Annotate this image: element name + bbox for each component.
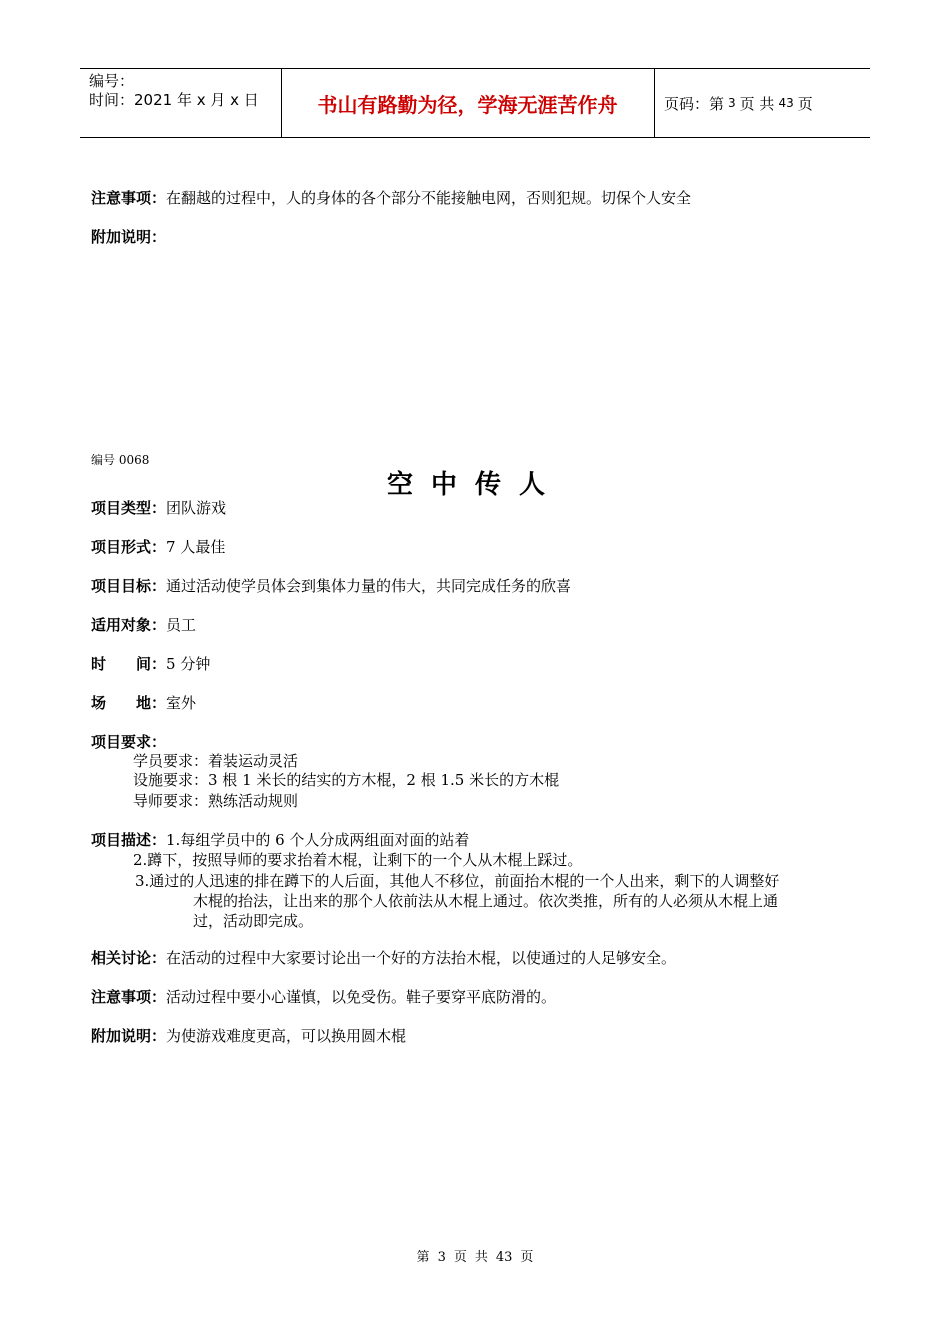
game-type <box>91 497 226 518</box>
game-notice-value: 活动过程中要小心谨慎，以免受伤。鞋子要穿平底防滑的。 <box>166 988 557 1006</box>
time-label: 时间：2021 年 x 月 x 日 <box>89 91 259 109</box>
page-suffix: 页 <box>797 94 813 113</box>
prev-notice-label: 注意事项： <box>91 189 167 207</box>
page-header <box>80 68 870 138</box>
game-type-value: 团队游戏 <box>166 499 227 517</box>
game-type-label: 项目类型： <box>91 499 167 517</box>
game-form-value: 7 人最佳 <box>166 538 226 556</box>
footer-total: 43 <box>495 1250 513 1265</box>
game-place <box>91 692 196 713</box>
game-place-value: 室外 <box>166 694 197 712</box>
game-goal-label: 项目目标： <box>91 577 167 595</box>
footer-word: 页 <box>520 1250 534 1265</box>
header-divider <box>654 69 655 137</box>
header-page-indicator <box>664 69 813 137</box>
page-total: 43 <box>778 96 794 110</box>
game-extra-value: 为使游戏难度更高，可以换用圆木棍 <box>166 1027 407 1045</box>
game-goal-value: 通过活动使学员体会到集体力量的伟大，共同完成任务的欣喜 <box>166 577 572 595</box>
header-motto: 书山有路勤为径，学海无涯苦作舟 <box>317 92 618 117</box>
requirement-item: 学员要求：着装运动灵活 <box>133 752 299 770</box>
page-prefix: 页码：第 <box>664 94 725 113</box>
game-time-label: 时 间： <box>91 655 167 673</box>
page-footer <box>0 1246 950 1265</box>
game-form <box>91 536 225 557</box>
game-code: 编号 0068 <box>91 453 150 467</box>
game-place-label: 场 地： <box>91 694 167 712</box>
game-time-value: 5 分钟 <box>166 655 211 673</box>
desc-step-1: 1.每组学员中的 6 个人分成两组面对面的站着 <box>166 831 470 849</box>
game-notice <box>91 986 556 1007</box>
game-extra <box>91 1025 406 1046</box>
game-req-label: 项目要求： <box>91 733 167 751</box>
game-extra-label: 附加说明： <box>91 1027 167 1045</box>
game-description <box>91 829 469 850</box>
game-form-label: 项目形式： <box>91 538 167 556</box>
prev-extra <box>91 226 166 247</box>
prev-notice <box>91 187 691 208</box>
game-target-label: 适用对象： <box>91 616 167 634</box>
desc-step-3: 3.通过的人迅速的排在蹲下的人后面，其他人不移位，前面抬木棍的一个人出来，剩下的人调整好 <box>135 872 780 890</box>
footer-word: 共 <box>474 1250 488 1265</box>
game-discussion <box>91 947 676 968</box>
game-target-value: 员工 <box>166 616 197 634</box>
header-meta <box>89 72 259 110</box>
desc-step-3-cont: 木棍的抬法，让出来的那个人依前法从木棍上通过。依次类推，所有的人必须从木棍上通 <box>193 892 779 910</box>
game-requirements-heading <box>91 731 166 752</box>
game-time <box>91 653 210 674</box>
page-current: 3 <box>728 96 736 110</box>
footer-page: 3 <box>437 1250 446 1265</box>
game-discuss-label: 相关讨论： <box>91 949 167 967</box>
game-desc-label: 项目描述： <box>91 831 167 849</box>
prev-notice-text: 在翻越的过程中，人的身体的各个部分不能接触电网，否则犯规。切保个人安全 <box>166 189 692 207</box>
game-target <box>91 614 196 635</box>
footer-word: 第 <box>416 1250 430 1265</box>
requirement-item: 导师要求：熟练活动规则 <box>133 792 299 810</box>
desc-step-3-cont: 过，活动即完成。 <box>193 912 314 930</box>
desc-step-2: 2.蹲下，按照导师的要求抬着木棍，让剩下的一个人从木棍上踩过。 <box>133 851 583 869</box>
prev-extra-label: 附加说明： <box>91 228 167 246</box>
footer-word: 页 <box>453 1250 467 1265</box>
game-notice-label: 注意事项： <box>91 988 167 1006</box>
game-discuss-value: 在活动的过程中大家要讨论出一个好的方法抬木棍，以使通过的人足够安全。 <box>166 949 677 967</box>
page-mid: 页 共 <box>739 94 775 113</box>
number-label: 编号： <box>89 72 135 90</box>
game-goal <box>91 575 571 596</box>
game-title: 空中传人 <box>386 470 563 500</box>
requirement-item: 设施要求：3 根 1 米长的结实的方木棍，2 根 1.5 米长的方木棍 <box>133 771 560 789</box>
